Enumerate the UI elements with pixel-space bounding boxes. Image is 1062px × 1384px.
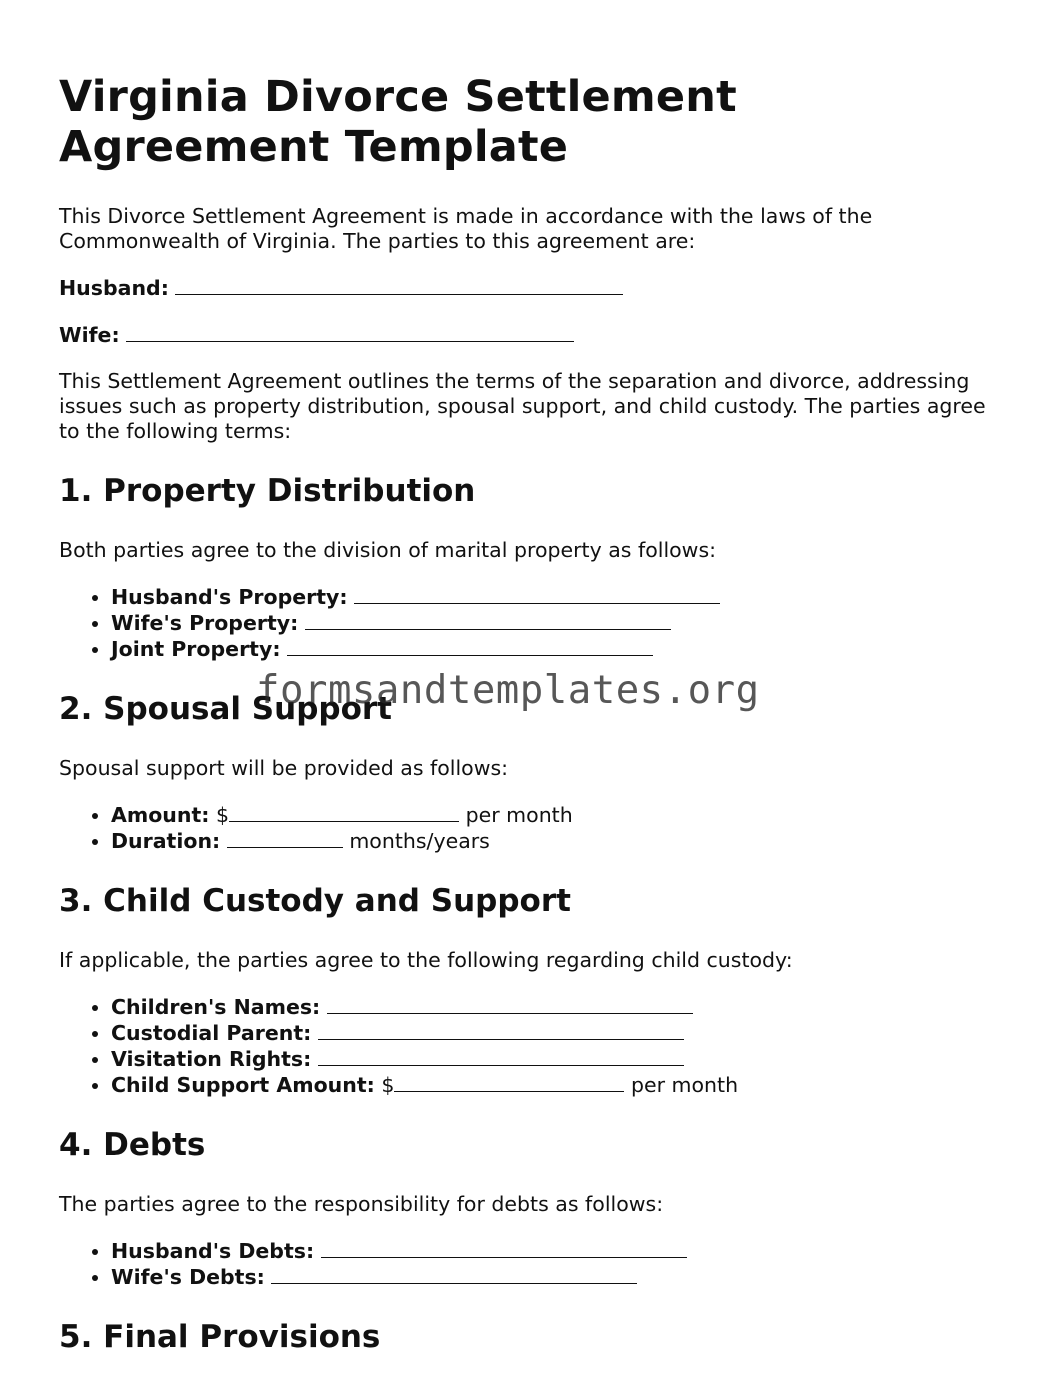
amount-currency: $	[216, 803, 230, 827]
list-item	[111, 802, 1009, 828]
spousal-text: Spousal support will be provided as follows:	[59, 756, 509, 780]
custodial-parent-blank[interactable]	[318, 1020, 684, 1040]
custody-list	[59, 994, 1009, 1098]
child-support-currency: $	[381, 1073, 395, 1097]
wife-property-label: Wife's Property:	[111, 611, 299, 635]
visitation-rights-label: Visitation Rights:	[111, 1047, 312, 1071]
debts-text: The parties agree to the responsibility for debts as follows:	[59, 1192, 664, 1216]
husband-line	[59, 275, 1009, 301]
list-item	[111, 1072, 1009, 1098]
intro-paragraph: This Divorce Settlement Agreement is made in accordance with the laws of the Commonwealth of Virginia. The parties to this agreement are:	[59, 204, 873, 253]
section-heading-final: 5. Final Provisions	[59, 1319, 381, 1355]
husband-label: Husband:	[59, 276, 169, 300]
list-item	[111, 610, 1009, 636]
visitation-rights-blank[interactable]	[318, 1046, 684, 1066]
joint-property-blank[interactable]	[287, 636, 653, 656]
custody-text: If applicable, the parties agree to the following regarding child custody:	[59, 948, 793, 972]
list-item	[111, 584, 1009, 610]
property-text: Both parties agree to the division of marital property as follows:	[59, 538, 717, 562]
wife-name-blank[interactable]	[126, 322, 574, 342]
list-item	[111, 636, 1009, 662]
amount-unit: per month	[465, 803, 573, 827]
list-item	[111, 1046, 1009, 1072]
wife-debts-blank[interactable]	[271, 1264, 637, 1284]
husband-debts-label: Husband's Debts:	[111, 1239, 315, 1263]
watermark: formsandtemplates.org	[256, 668, 760, 713]
wife-label: Wife:	[59, 323, 120, 347]
list-item	[111, 1020, 1009, 1046]
child-support-label: Child Support Amount:	[111, 1073, 375, 1097]
amount-blank[interactable]	[229, 802, 459, 822]
spousal-list	[59, 802, 1009, 854]
section-heading-custody: 3. Child Custody and Support	[59, 883, 571, 919]
duration-blank[interactable]	[227, 828, 343, 848]
list-item	[111, 1238, 1009, 1264]
husband-debts-blank[interactable]	[321, 1238, 687, 1258]
document-page	[59, 72, 1009, 1384]
amount-label: Amount:	[111, 803, 210, 827]
husband-property-blank[interactable]	[354, 584, 720, 604]
list-item	[111, 828, 1009, 854]
document-title: Virginia Divorce Settlement Agreement Template	[59, 72, 737, 172]
husband-name-blank[interactable]	[175, 275, 623, 295]
section-heading-debts: 4. Debts	[59, 1127, 206, 1163]
children-names-label: Children's Names:	[111, 995, 321, 1019]
debts-list	[59, 1238, 1009, 1290]
outline-paragraph: This Settlement Agreement outlines the terms of the separation and divorce, addressing issues such as property distribution, spousal support, and child custody. The parties agree to the following terms:	[59, 369, 986, 443]
section-heading-spousal: 2. Spousal Support	[59, 691, 392, 727]
wife-debts-label: Wife's Debts:	[111, 1265, 265, 1289]
custodial-parent-label: Custodial Parent:	[111, 1021, 312, 1045]
wife-property-blank[interactable]	[305, 610, 671, 630]
property-list	[59, 584, 1009, 662]
duration-unit: months/years	[349, 829, 490, 853]
husband-property-label: Husband's Property:	[111, 585, 348, 609]
wife-line	[59, 322, 1009, 348]
child-support-unit: per month	[630, 1073, 739, 1097]
section-heading-property: 1. Property Distribution	[59, 473, 476, 509]
duration-label: Duration:	[111, 829, 221, 853]
list-item	[111, 1264, 1009, 1290]
list-item	[111, 994, 1009, 1020]
joint-property-label: Joint Property:	[111, 637, 281, 661]
children-names-blank[interactable]	[327, 994, 693, 1014]
child-support-blank[interactable]	[394, 1072, 624, 1092]
